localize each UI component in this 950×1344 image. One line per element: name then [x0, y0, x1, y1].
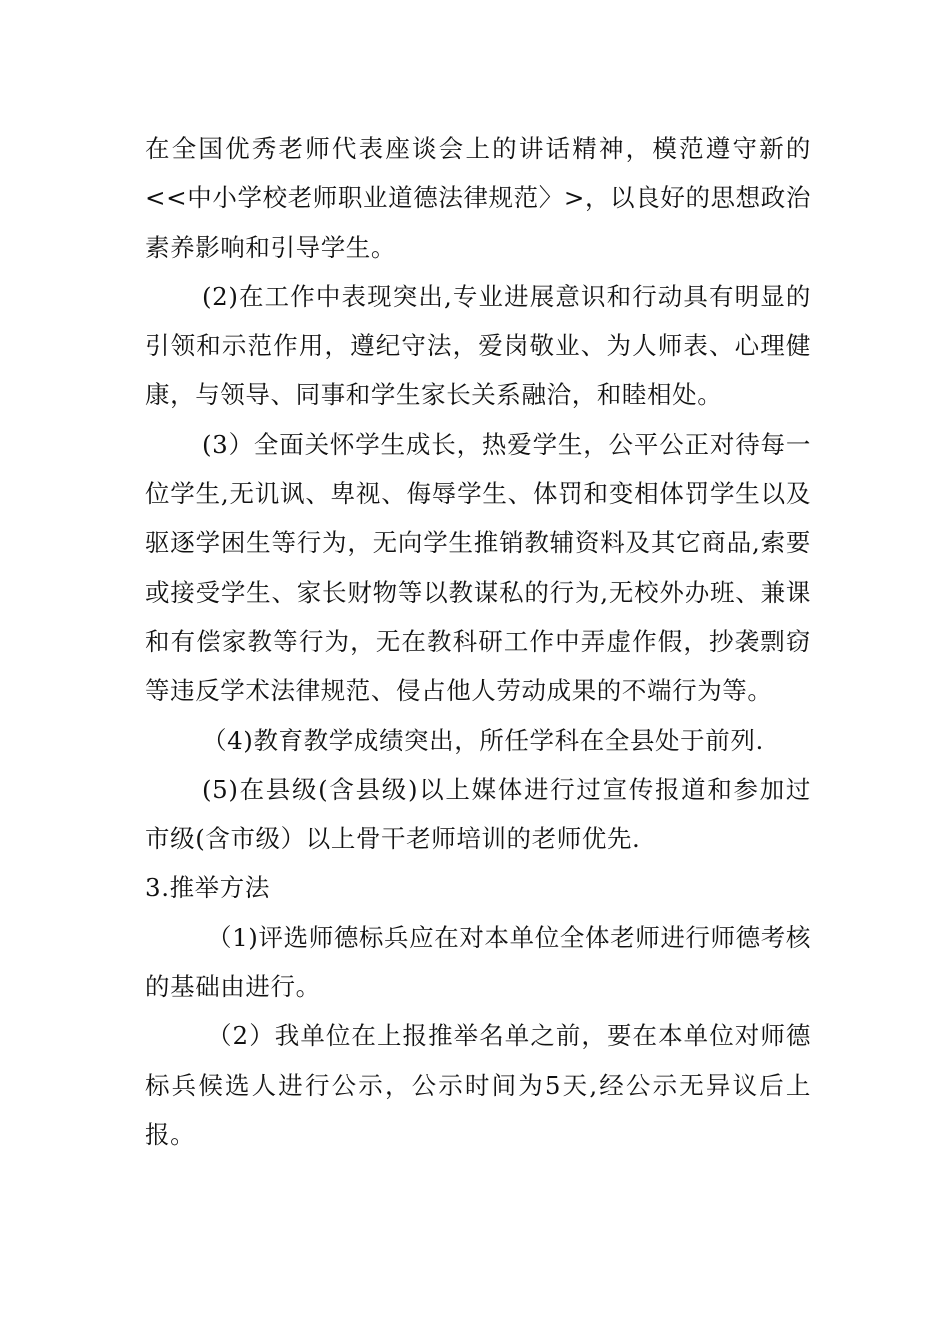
paragraph-item-5: (5)在县级(含县级)以上媒体进行过宣传报道和参加过市级(含市级）以上骨干老师培训的老师优先. [145, 774, 811, 854]
paragraph-item-4: （4)教育教学成绩突出，所任学科在全县处于前列. [202, 725, 764, 755]
paragraph-method-2: （2）我单位在上报推举名单之前，要在本单位对师德标兵候选人进行公示，公示时间为5天,经公示无异议后上报。 [145, 1021, 811, 1149]
document-body [145, 124, 811, 1159]
paragraph-item-2: (2)在工作中表现突出,专业进展意识和行动具有明显的引领和示范作用，遵纪守法，爱岗敬业、为人师表、心理健康，与领导、同事和学生家长关系融洽，和睦相处。 [145, 281, 811, 410]
paragraph-item-3: (3）全面关怀学生成长，热爱学生，公平公正对待每一位学生,无讥讽、卑视、侮辱学生、体罚和变相体罚学生以及驱逐学困生等行为，无向学生推销教辅资料及其它商品,索要或接受学生、家长财物等以教谋私的行为,无校外办班、兼课和有偿家教等行为，无在教科研工作中弄虚作假，抄袭剽窃等违反学术法律规范、侵占他人劳动成果的不端行为等。 [145, 429, 811, 706]
section-heading: 3.推举方法 [145, 873, 270, 903]
paragraph-intro: 在全国优秀老师代表座谈会上的讲话精神，模范遵守新的<<中小学校老师职业道德法律规范〉>，以良好的思想政治素养影响和引导学生。 [145, 134, 811, 262]
paragraph-method-1: （1)评选师德标兵应在对本单位全体老师进行师德考核的基础由进行。 [145, 922, 811, 1002]
